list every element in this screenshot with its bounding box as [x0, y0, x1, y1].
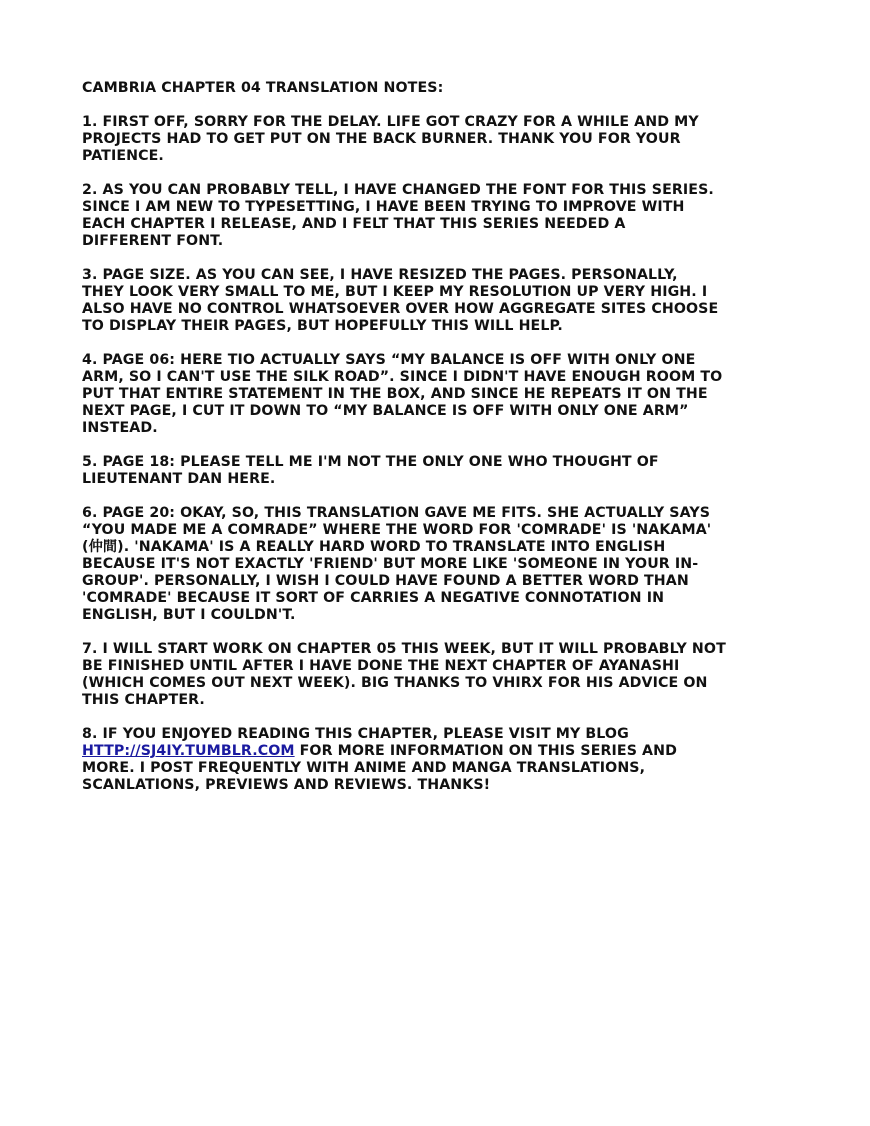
note-line: INSTEAD. [82, 420, 158, 436]
note-line: BE FINISHED UNTIL AFTER I HAVE DONE THE NEXT CHAPTER OF AYANASHI [82, 658, 680, 674]
note-line: DIFFERENT FONT. [82, 233, 224, 249]
document-title: CAMBRIA CHAPTER 04 TRANSLATION NOTES: [82, 80, 444, 96]
note-8 [82, 726, 794, 794]
note-line: (仲間). 'NAKAMA' IS A REALLY HARD WORD TO TRANSLATE INTO ENGLISH [82, 539, 666, 555]
translation-notes [82, 80, 794, 811]
blog-link[interactable]: HTTP://SJ4IY.TUMBLR.COM [82, 743, 295, 759]
note-line: LIEUTENANT DAN HERE. [82, 471, 276, 487]
note-line: SCANLATIONS, PREVIEWS AND REVIEWS. THANKS! [82, 777, 491, 793]
note-line: SINCE I AM NEW TO TYPESETTING, I HAVE BEEN TRYING TO IMPROVE WITH [82, 199, 685, 215]
note-line: 'COMRADE' BECAUSE IT SORT OF CARRIES A NEGATIVE CONNOTATION IN [82, 590, 665, 606]
note-line: 5. PAGE 18: PLEASE TELL ME I'M NOT THE ONLY ONE WHO THOUGHT OF [82, 454, 659, 470]
note-2 [82, 182, 794, 250]
note-line: 7. I WILL START WORK ON CHAPTER 05 THIS WEEK, BUT IT WILL PROBABLY NOT [82, 641, 726, 657]
note-line: 3. PAGE SIZE. AS YOU CAN SEE, I HAVE RESIZED THE PAGES. PERSONALLY, [82, 267, 678, 283]
note-line: PROJECTS HAD TO GET PUT ON THE BACK BURNER. THANK YOU FOR YOUR [82, 131, 681, 147]
note-line: MORE. I POST FREQUENTLY WITH ANIME AND MANGA TRANSLATIONS, [82, 760, 646, 776]
note-line: BECAUSE IT'S NOT EXACTLY 'FRIEND' BUT MORE LIKE 'SOMEONE IN YOUR IN- [82, 556, 699, 572]
note-line: ALSO HAVE NO CONTROL WHATSOEVER OVER HOW AGGREGATE SITES CHOOSE [82, 301, 719, 317]
note-line: 6. PAGE 20: OKAY, SO, THIS TRANSLATION GAVE ME FITS. SHE ACTUALLY SAYS [82, 505, 711, 521]
note-line: PATIENCE. [82, 148, 164, 164]
note-4 [82, 352, 794, 437]
note-line: 8. IF YOU ENJOYED READING THIS CHAPTER, PLEASE VISIT MY BLOG [82, 726, 629, 742]
note-line: THIS CHAPTER. [82, 692, 205, 708]
note-line: ENGLISH, BUT I COULDN'T. [82, 607, 296, 623]
note-7 [82, 641, 794, 709]
note-line: “YOU MADE ME A COMRADE” WHERE THE WORD FOR 'COMRADE' IS 'NAKAMA' [82, 522, 712, 538]
note-line: GROUP'. PERSONALLY, I WISH I COULD HAVE FOUND A BETTER WORD THAN [82, 573, 689, 589]
note-line: TO DISPLAY THEIR PAGES, BUT HOPEFULLY THIS WILL HELP. [82, 318, 563, 334]
note-5 [82, 454, 794, 488]
note-line: EACH CHAPTER I RELEASE, AND I FELT THAT THIS SERIES NEEDED A [82, 216, 626, 232]
note-3 [82, 267, 794, 335]
note-line: 4. PAGE 06: HERE TIO ACTUALLY SAYS “MY BALANCE IS OFF WITH ONLY ONE [82, 352, 696, 368]
note-line: (WHICH COMES OUT NEXT WEEK). BIG THANKS TO VHIRX FOR HIS ADVICE ON [82, 675, 708, 691]
note-line: 1. FIRST OFF, SORRY FOR THE DELAY. LIFE GOT CRAZY FOR A WHILE AND MY [82, 114, 699, 130]
note-6 [82, 505, 794, 624]
note-line-with-link [82, 743, 794, 760]
note-1 [82, 114, 794, 165]
note-line-rest: FOR MORE INFORMATION ON THIS SERIES AND [294, 743, 677, 759]
note-line: THEY LOOK VERY SMALL TO ME, BUT I KEEP MY RESOLUTION UP VERY HIGH. I [82, 284, 708, 300]
note-line: ARM, SO I CAN'T USE THE SILK ROAD”. SINCE I DIDN'T HAVE ENOUGH ROOM TO [82, 369, 723, 385]
note-line: 2. AS YOU CAN PROBABLY TELL, I HAVE CHANGED THE FONT FOR THIS SERIES. [82, 182, 714, 198]
note-line: PUT THAT ENTIRE STATEMENT IN THE BOX, AND SINCE HE REPEATS IT ON THE [82, 386, 708, 402]
note-line: NEXT PAGE, I CUT IT DOWN TO “MY BALANCE IS OFF WITH ONLY ONE ARM” [82, 403, 689, 419]
